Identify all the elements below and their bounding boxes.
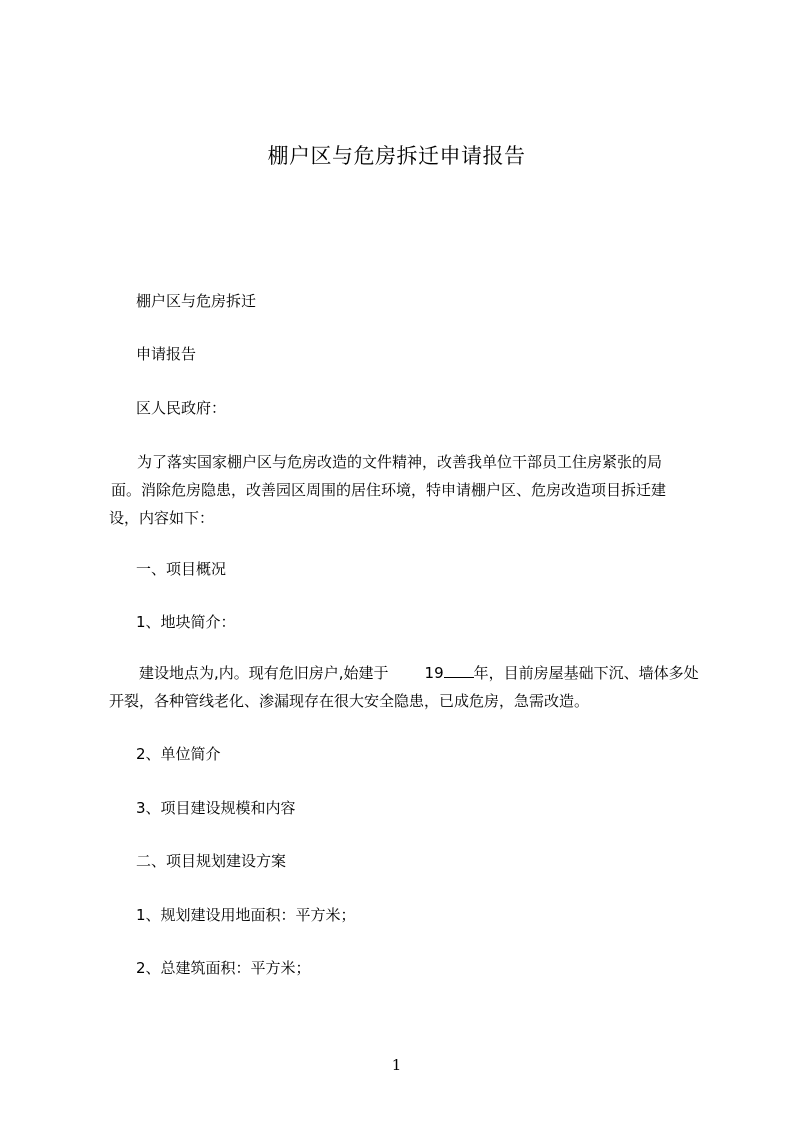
site-desc-part-b: 年，目前房屋基础下沉、墙体多处 xyxy=(473,664,699,682)
section-2-heading: 二、项目规划建设方案 xyxy=(136,852,287,870)
addressee: 区人民政府： xyxy=(136,399,227,417)
year-blank xyxy=(444,663,474,678)
site-desc-part-a: 建设地点为,内。现有危旧房户,始建于 xyxy=(139,664,389,682)
document-title: 棚户区与危房拆迁申请报告 xyxy=(267,144,526,168)
site-description xyxy=(109,662,709,712)
section-1-heading: 一、项目概况 xyxy=(136,560,227,578)
item-1-1: 1、地块简介： xyxy=(136,613,236,631)
intro-paragraph xyxy=(109,451,709,529)
heading-line-2: 申请报告 xyxy=(136,345,197,363)
heading-line-1: 棚户区与危房拆迁 xyxy=(136,292,257,310)
intro-line-2: 面。消除危房隐患，改善园区周围的居住环境，特申请棚户区、危房改造项目拆迁建 xyxy=(111,481,667,499)
site-desc-year: 19 xyxy=(424,664,444,682)
intro-line-3: 设，内容如下： xyxy=(109,509,215,527)
page-number: 1 xyxy=(391,1056,402,1074)
intro-line-1: 为了落实国家棚户区与危房改造的文件精神，改善我单位干部员工住房紧张的局 xyxy=(137,453,663,471)
item-1-3: 3、项目建设规模和内容 xyxy=(136,799,296,817)
item-2-2: 2、总建筑面积：平方米； xyxy=(136,959,311,977)
item-2-1: 1、规划建设用地面积：平方米； xyxy=(136,906,356,924)
site-desc-line-2: 开裂，各种管线老化、渗漏现存在很大安全隐患，已成危房，急需改造。 xyxy=(109,692,590,710)
site-desc-line-1 xyxy=(109,662,709,684)
item-1-2: 2、单位简介 xyxy=(136,745,221,763)
